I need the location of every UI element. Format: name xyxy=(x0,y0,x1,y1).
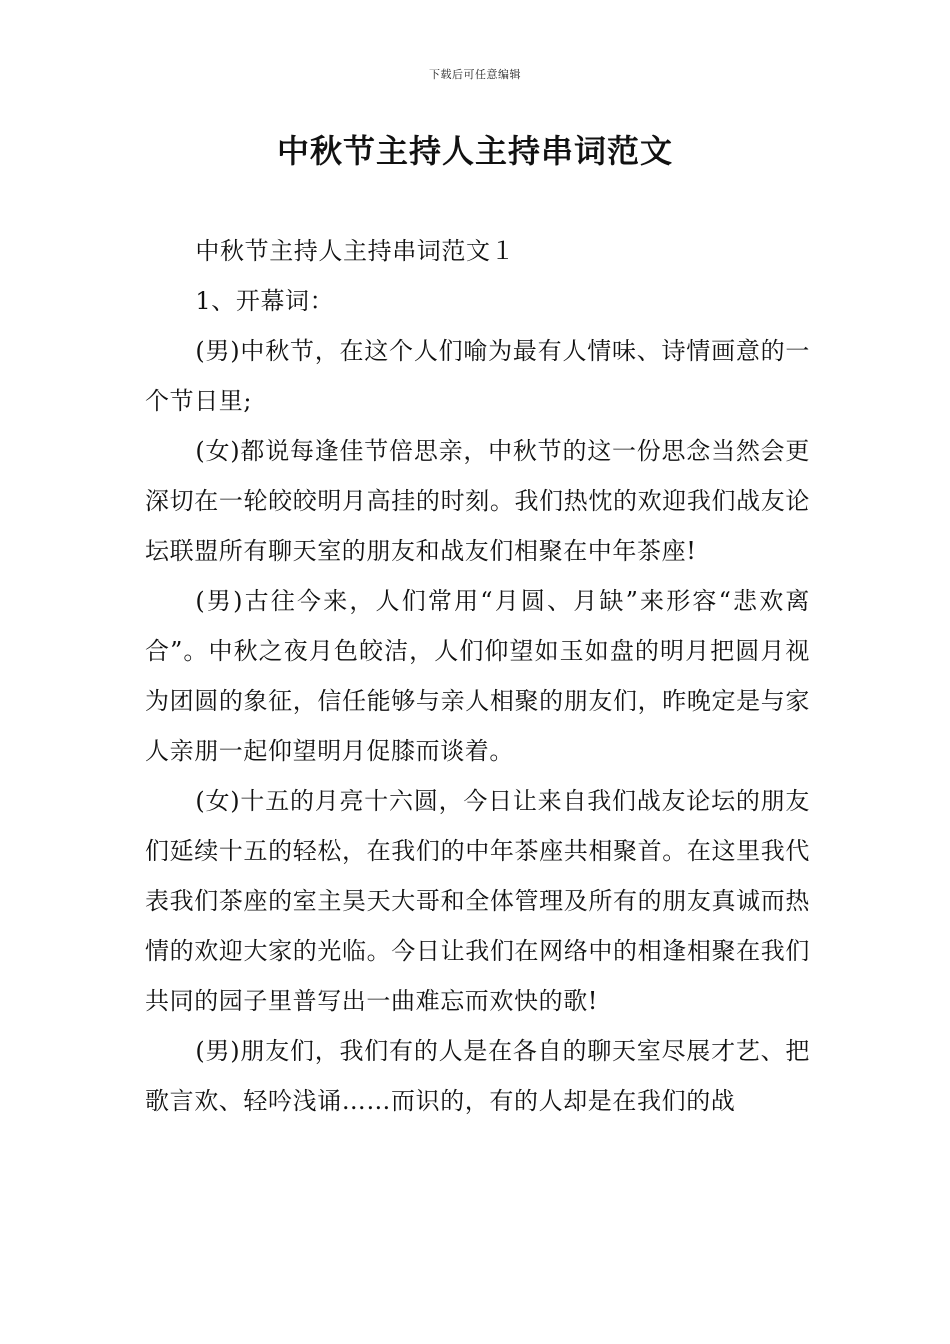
body-paragraph: 1、开幕词： xyxy=(195,287,335,315)
document-body xyxy=(145,226,810,1126)
body-paragraph: (男)朋友们，我们有的人是在各自的聊天室尽展才艺、把歌言欢、轻吟浅诵……而识的，有的人却是在我们的战 xyxy=(145,1037,810,1115)
header-note: 下载后可任意编辑 xyxy=(429,68,521,81)
body-paragraph: (男)古往今来，人们常用“月圆、月缺”来形容“悲欢离合”。中秋之夜月色皎洁，人们仰望如玉如盘的明月把圆月视为团圆的象征，信任能够与亲人相聚的朋友们，昨晚定是与家人亲朋一起仰望明月促膝而谈着。 xyxy=(145,587,810,765)
section-heading: 中秋节主持人主持串词范文１ xyxy=(195,237,516,265)
body-paragraph: (男)中秋节，在这个人们喻为最有人情味、诗情画意的一个节日里; xyxy=(145,337,810,415)
body-paragraph: (女)十五的月亮十六圆，今日让来自我们战友论坛的朋友们延续十五的轻松，在我们的中年茶座共相聚首。在这里我代表我们茶座的室主昊天大哥和全体管理及所有的朋友真诚而热情的欢迎大家的光临。今日让我们在网络中的相逢相聚在我们共同的园子里普写出一曲难忘而欢快的歌! xyxy=(145,787,810,1015)
document-title: 中秋节主持人主持串词范文 xyxy=(276,132,673,170)
body-paragraph: (女)都说每逢佳节倍思亲，中秋节的这一份思念当然会更深切在一轮皎皎明月高挂的时刻。我们热忱的欢迎我们战友论坛联盟所有聊天室的朋友和战友们相聚在中年茶座! xyxy=(145,437,810,565)
